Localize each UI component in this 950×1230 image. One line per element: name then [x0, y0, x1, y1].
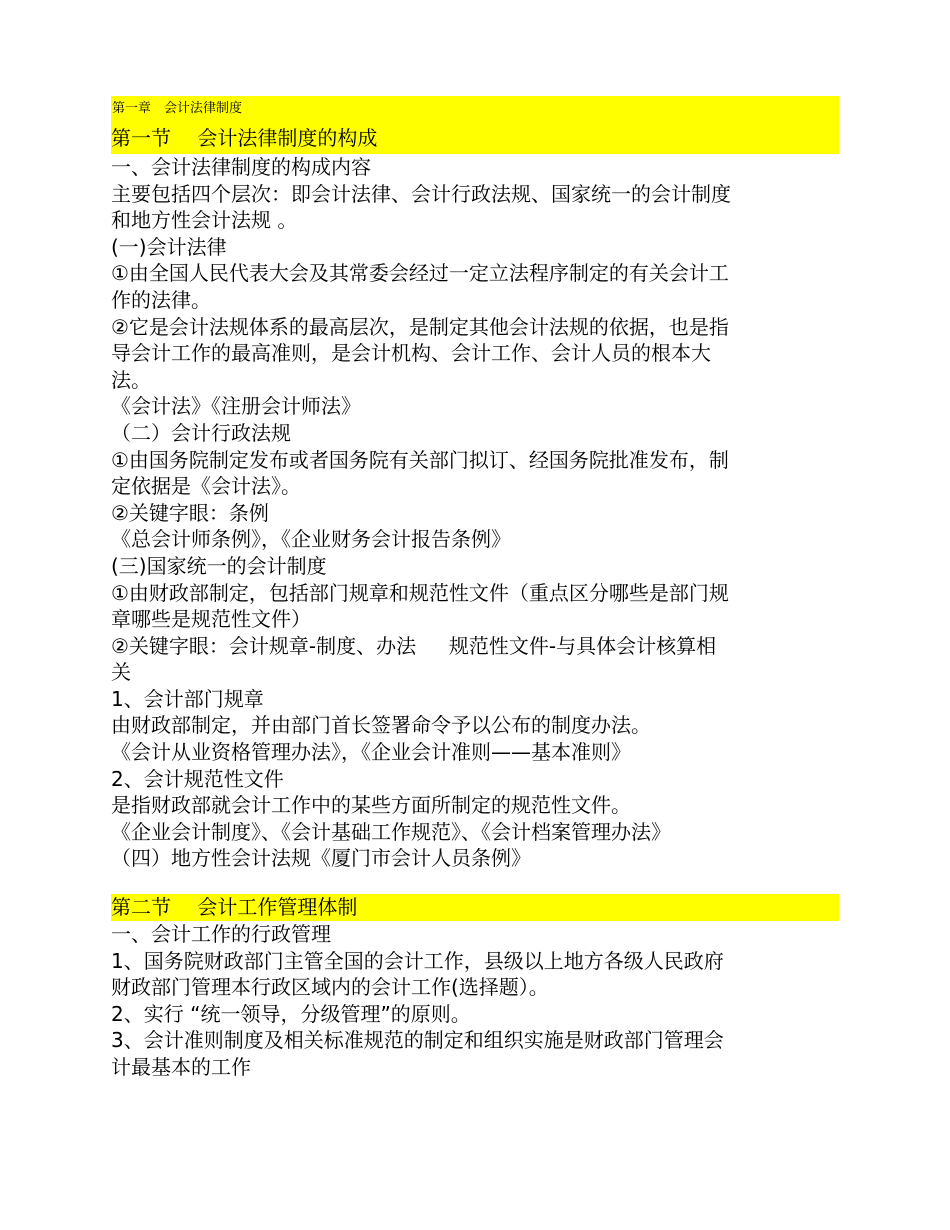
text-line: (三)国家统一的会计制度 [111, 553, 327, 578]
text-line: 关 [111, 660, 131, 685]
text-line: (一)会计法律 [111, 234, 227, 259]
text-line: 是指财政部就会计工作中的某些方面所制定的规范性文件。 [111, 793, 631, 818]
text-line: ②它是会计法规体系的最高层次，是制定其他会计法规的依据，也是指 [111, 314, 729, 339]
text-line: 1、会计部门规章 [111, 686, 264, 711]
text-line: ①由全国人民代表大会及其常委会经过一定立法程序制定的有关会计工 [111, 261, 729, 286]
text-line: 一、会计法律制度的构成内容 [111, 155, 371, 179]
text-line: 导会计工作的最高准则，是会计机构、会计工作、会计人员的根本大 [111, 341, 711, 366]
chapter-title: 第一章 会计法律制度 [111, 96, 839, 122]
text-line: 由财政部制定，并由部门首长签署命令予以公布的制度办法。 [111, 713, 651, 738]
text-line: 章哪些是规范性文件） [111, 607, 311, 632]
text-line: 《企业会计制度》、《会计基础工作规范》、《会计档案管理办法》 [111, 819, 671, 844]
text-line: 主要包括四个层次：即会计法律、会计行政法规、国家统一的会计制度 [111, 181, 731, 206]
text-line: 2、会计规范性文件 [111, 766, 284, 791]
text-line: 计最基本的工作 [111, 1055, 251, 1079]
text-line: 和地方性会计法规 。 [111, 208, 298, 233]
text-line: 法。 [111, 367, 151, 392]
section-title-2: 第二节 会计工作管理体制 [111, 894, 839, 921]
section-2-body [111, 921, 839, 1081]
text-line: 《总会计师条例》，《企业财务会计报告条例》 [111, 527, 511, 552]
text-line: 定依据是《会计法》。 [111, 474, 301, 499]
text-line: 财政部门管理本行政区域内的会计工作(选择题）。 [111, 975, 549, 1000]
text-line: 《会计从业资格管理办法》，《企业会计准则——基本准则》 [111, 740, 631, 765]
text-line: 《会计法》《注册会计师法》 [111, 394, 361, 419]
section-spacer [111, 872, 839, 890]
text-line: （四）地方性会计法规《厦门市会计人员条例》 [111, 846, 531, 871]
text-line: 一、会计工作的行政管理 [111, 922, 331, 947]
text-line: 作的法律。 [111, 287, 211, 312]
text-line: ②关键字眼：会计规章-制度、办法 规范性文件-与具体会计核算相 [111, 633, 717, 658]
text-line: 3、会计准则制度及相关标准规范的制定和组织实施是财政部门管理会 [111, 1028, 724, 1053]
section-title-1: 第一节 会计法律制度的构成 [111, 122, 839, 154]
text-line: ②关键字眼：条例 [111, 500, 269, 525]
text-line: ①由财政部制定，包括部门规章和规范性文件（重点区分哪些是部门规 [111, 580, 729, 605]
document-page [111, 96, 839, 1081]
section-1-body [111, 154, 839, 872]
text-line: （二）会计行政法规 [111, 420, 291, 445]
text-line: 1、国务院财政部门主管全国的会计工作，县级以上地方各级人民政府 [111, 948, 724, 973]
text-line: ①由国务院制定发布或者国务院有关部门拟订、经国务院批准发布，制 [111, 447, 729, 472]
text-line: 2、实行 “统一领导，分级管理”的原则。 [111, 1001, 471, 1026]
